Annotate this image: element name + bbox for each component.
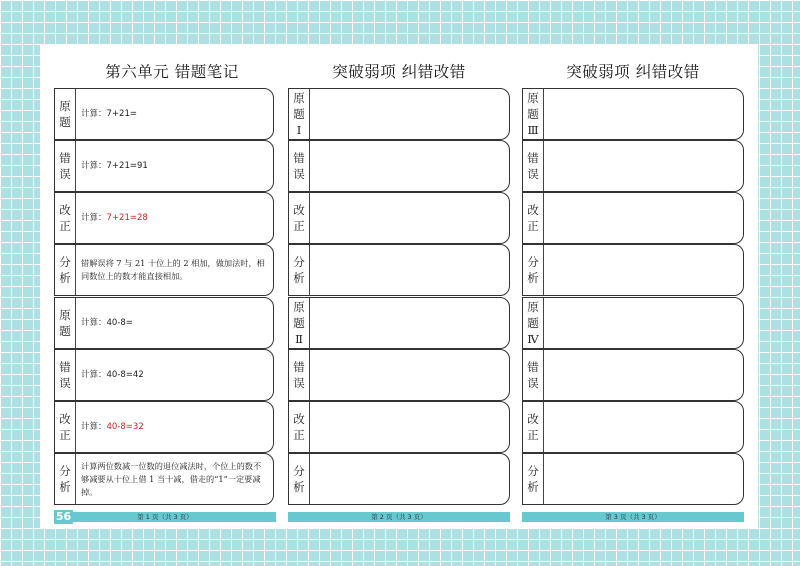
page-footer: 第 2 页（共 3 页） [288,512,510,522]
label-error: 错 误 [523,350,544,400]
original-problem-text: 计算：7+21= [81,109,137,119]
label-correction: 改 正 [289,193,310,243]
page-title: 突破弱项 纠错改错 [566,63,700,81]
row-original-problem [288,88,510,140]
label-original: 原 题 Ⅱ [289,298,310,348]
error-text: 计算：40-8=42 [81,370,144,380]
row-error [54,140,274,192]
label-error: 错 误 [523,141,544,191]
correction-text: 计算： 40-8=32 [81,422,144,432]
label-analysis: 分 析 [289,245,310,295]
row-error [54,349,274,401]
label-original: 原 题 Ⅲ [523,89,544,139]
label-correction: 改 正 [523,402,544,452]
label-error: 错 误 [55,141,76,191]
row-correction [54,192,274,244]
label-error: 错 误 [289,350,310,400]
row-analysis [288,244,510,296]
label-correction: 改 正 [289,402,310,452]
page-title: 突破弱项 纠错改错 [332,63,466,81]
label-original: 原 题 [55,89,76,139]
row-original-problem [522,88,744,140]
row-correction [522,192,744,244]
row-analysis [288,453,510,505]
row-original-problem [288,297,510,349]
notebook-sheet [40,44,758,529]
page-number-badge: 56 [55,510,72,523]
label-analysis: 分 析 [289,454,310,504]
analysis-text: 计算两位数减一位数的退位减法时，个位上的数不够减要从十位上借 1 当十减，借走的“1”一定要减掉。 [81,460,262,497]
row-error [288,140,510,192]
row-correction [288,192,510,244]
correction-text: 计算： 7+21=28 [81,213,148,223]
label-correction: 改 正 [523,193,544,243]
original-problem-text: 计算：40-8= [81,318,133,328]
label-analysis: 分 析 [55,245,76,295]
row-original-problem [522,297,744,349]
page-title: 第六单元 错题笔记 [105,63,239,81]
label-original: 原 题 Ⅰ [289,89,310,139]
row-analysis [54,244,274,296]
row-analysis [54,453,274,505]
row-analysis [522,453,744,505]
row-original-problem [54,297,274,349]
error-text: 计算：7+21=91 [81,161,148,171]
label-error: 错 误 [289,141,310,191]
label-analysis: 分 析 [523,245,544,295]
page-footer: 第 1 页（共 3 页） [54,512,276,522]
label-original: 原 题 [55,298,76,348]
label-original: 原 题 Ⅳ [523,298,544,348]
label-correction: 改 正 [55,402,76,452]
row-error [522,349,744,401]
row-correction [288,401,510,453]
row-error [288,349,510,401]
row-original-problem [54,88,274,140]
analysis-text: 错解误将 7 与 21 十位上的 2 相加，做加法时，相同数位上的数才能直接相加。 [81,258,265,281]
row-correction [522,401,744,453]
page-footer: 第 3 页（共 3 页） [522,512,744,522]
label-analysis: 分 析 [523,454,544,504]
row-analysis [522,244,744,296]
label-error: 错 误 [55,350,76,400]
row-error [522,140,744,192]
row-correction [54,401,274,453]
label-analysis: 分 析 [55,454,76,504]
label-correction: 改 正 [55,193,76,243]
